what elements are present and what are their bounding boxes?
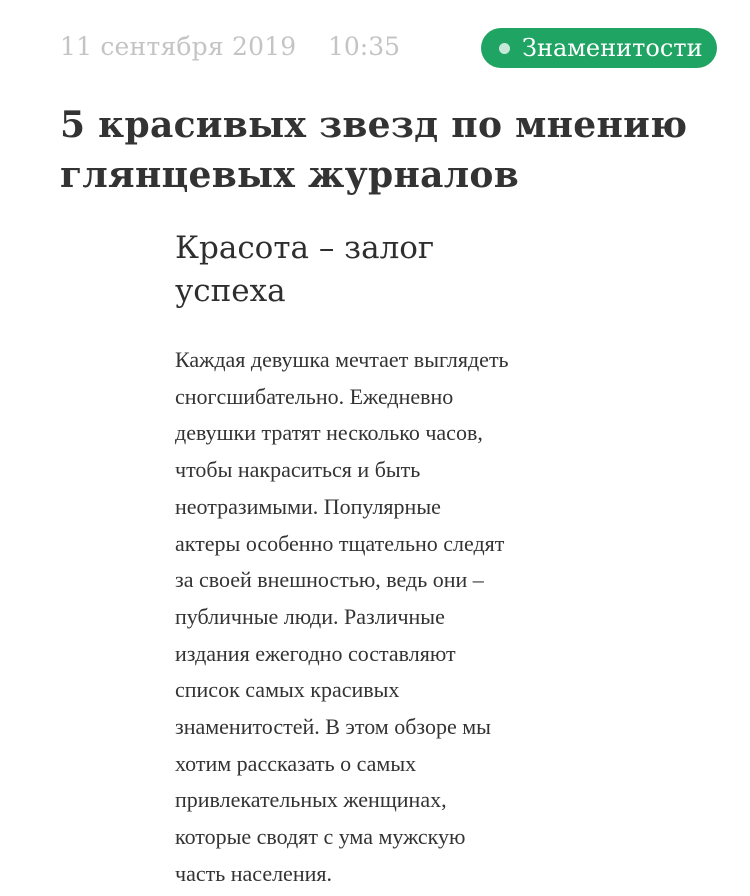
section-heading-line: успеха [175,273,286,309]
paragraph-line: издания ежегодно составляют [175,640,456,666]
paragraph-line: неотразимыми. Популярные [175,493,441,519]
paragraph-line: привлекательных женщинах, [175,787,447,813]
category-label: Знаменитости [522,34,703,62]
article-title [60,100,730,200]
paragraph-line: которые сводят с ума мужскую [175,824,466,850]
paragraph-line: девушки тратят несколько часов, [175,420,483,446]
section-heading-line: Красота – залог [175,230,435,266]
dot-icon [499,43,510,54]
paragraph-line: актеры особенно тщательно следят [175,530,505,556]
publish-date: 11 сентября 2019 [60,32,297,61]
article-meta [60,28,740,68]
paragraph-line: чтобы накраситься и быть [175,457,421,483]
section-heading [175,227,595,313]
article-title-line: глянцевых журналов [60,154,520,196]
article-title-line: 5 красивых звезд по мнению [60,104,688,146]
paragraph-line: публичные люди. Различные [175,603,445,629]
article-paragraph [175,342,615,893]
paragraph-line: хотим рассказать о самых [175,750,417,776]
paragraph-line: Каждая девушка мечтает выглядеть [175,347,509,372]
paragraph-line: часть населения. [175,860,332,886]
paragraph-line: сногсшибательно. Ежедневно [175,383,454,409]
category-badge[interactable] [481,28,717,68]
paragraph-line: знаменитостей. В этом обзоре мы [175,714,491,740]
publish-time: 10:35 [328,32,401,61]
paragraph-line: список самых красивых [175,677,400,703]
paragraph-line: за своей внешностью, ведь они – [175,567,484,593]
